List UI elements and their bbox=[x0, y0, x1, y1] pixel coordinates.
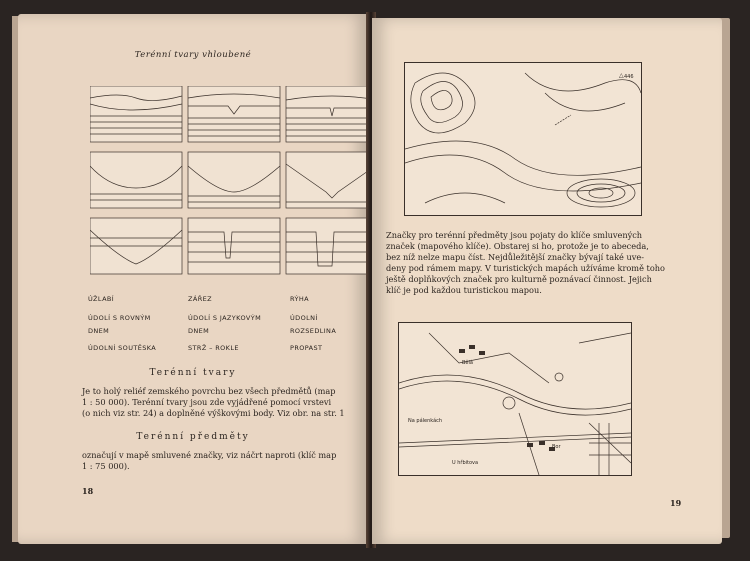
right-line1: Značky pro terénní předměty jsou pojaty do klíče smluvených bbox=[386, 230, 643, 240]
label-uzlabi: ÚŽLABÍ bbox=[88, 295, 115, 303]
contour-map bbox=[404, 62, 642, 216]
figure-udoli-jazykove bbox=[188, 152, 280, 208]
section2-line2: 1 : 75 000). bbox=[82, 461, 130, 471]
left-page bbox=[18, 14, 368, 544]
label-udoli-rovne: ÚDOLÍ S ROVNÝM DNEM bbox=[88, 314, 151, 335]
figure-strz-rokle bbox=[188, 218, 280, 274]
label-udoli-jazykove: ÚDOLÍ S JAZYKOVÝM DNEM bbox=[188, 314, 262, 335]
section-title-terenni-predmety: Terénní předměty bbox=[136, 432, 250, 442]
right-line6: klíč je pod každou turistickou mapou. bbox=[386, 285, 542, 295]
section2-line1: označují v mapě smluvené značky, viz náčrt naproti (klíč map bbox=[82, 450, 337, 460]
section-title-terenni-tvary: Terénní tvary bbox=[149, 368, 237, 378]
right-line3: bez níž nelze mapu číst. Nejdůležitější značky bývají také uve- bbox=[386, 252, 644, 262]
map-label-field2: U hřbitova bbox=[452, 460, 479, 466]
label-zarez: ZÁŘEZ bbox=[188, 295, 212, 303]
figure-propast bbox=[286, 218, 378, 274]
page-number-left: 18 bbox=[82, 486, 94, 496]
right-line5: ještě doplňkových značek pro kulturně poznávací činnost. Jejich bbox=[386, 274, 652, 284]
label-propast: PROPAST bbox=[290, 344, 323, 352]
label-udolni-souteska: ÚDOLNÍ SOUTĚSKA bbox=[88, 344, 157, 352]
running-head: Terénní tvary vhloubené bbox=[134, 50, 252, 60]
section1-line3: (o nich viz str. 24) a doplněné výškovými body. Viz obr. na str. 1 bbox=[82, 408, 345, 418]
label-strz-rokle: STRŽ – ROKLE bbox=[188, 344, 239, 352]
figure-ryha bbox=[286, 86, 378, 142]
right-text bbox=[386, 230, 684, 296]
figure-udolni-souteska bbox=[90, 218, 182, 274]
figure-udoli-rovne bbox=[90, 152, 182, 208]
figure-zarez bbox=[188, 86, 280, 142]
page-number-right: 19 bbox=[670, 498, 682, 508]
right-line4: deny pod rámem mapy. V turistických mapách užíváme kromě toho bbox=[386, 263, 665, 273]
map-label-town: Bor bbox=[552, 444, 561, 450]
spot-height-label: 446 bbox=[624, 74, 634, 80]
right-page bbox=[372, 18, 722, 544]
svg-text:△: △ bbox=[619, 72, 624, 79]
map-label-field1: Na pálenkách bbox=[408, 418, 443, 424]
right-line2: značek (mapového klíče). Obstarej si ho, protože je to abeceda, bbox=[386, 241, 649, 251]
symbol-map bbox=[398, 322, 632, 476]
section1-line2: 1 : 50 000). Terénní tvary jsou zde vyjádřené pomocí vrstevi bbox=[82, 397, 332, 407]
terrain-figures bbox=[90, 86, 380, 286]
figure-uzlabi bbox=[90, 86, 182, 142]
section1-line1: Je to holý reliéf zemského povrchu bez všech předmětů (map bbox=[82, 386, 336, 396]
figure-udolni-rozsedlina bbox=[286, 152, 378, 208]
label-udolni-rozsedlina: ÚDOLNÍ ROZSEDLINA bbox=[290, 314, 337, 335]
label-ryha: RÝHA bbox=[290, 295, 310, 303]
map-label-village: Bělá bbox=[462, 360, 473, 366]
